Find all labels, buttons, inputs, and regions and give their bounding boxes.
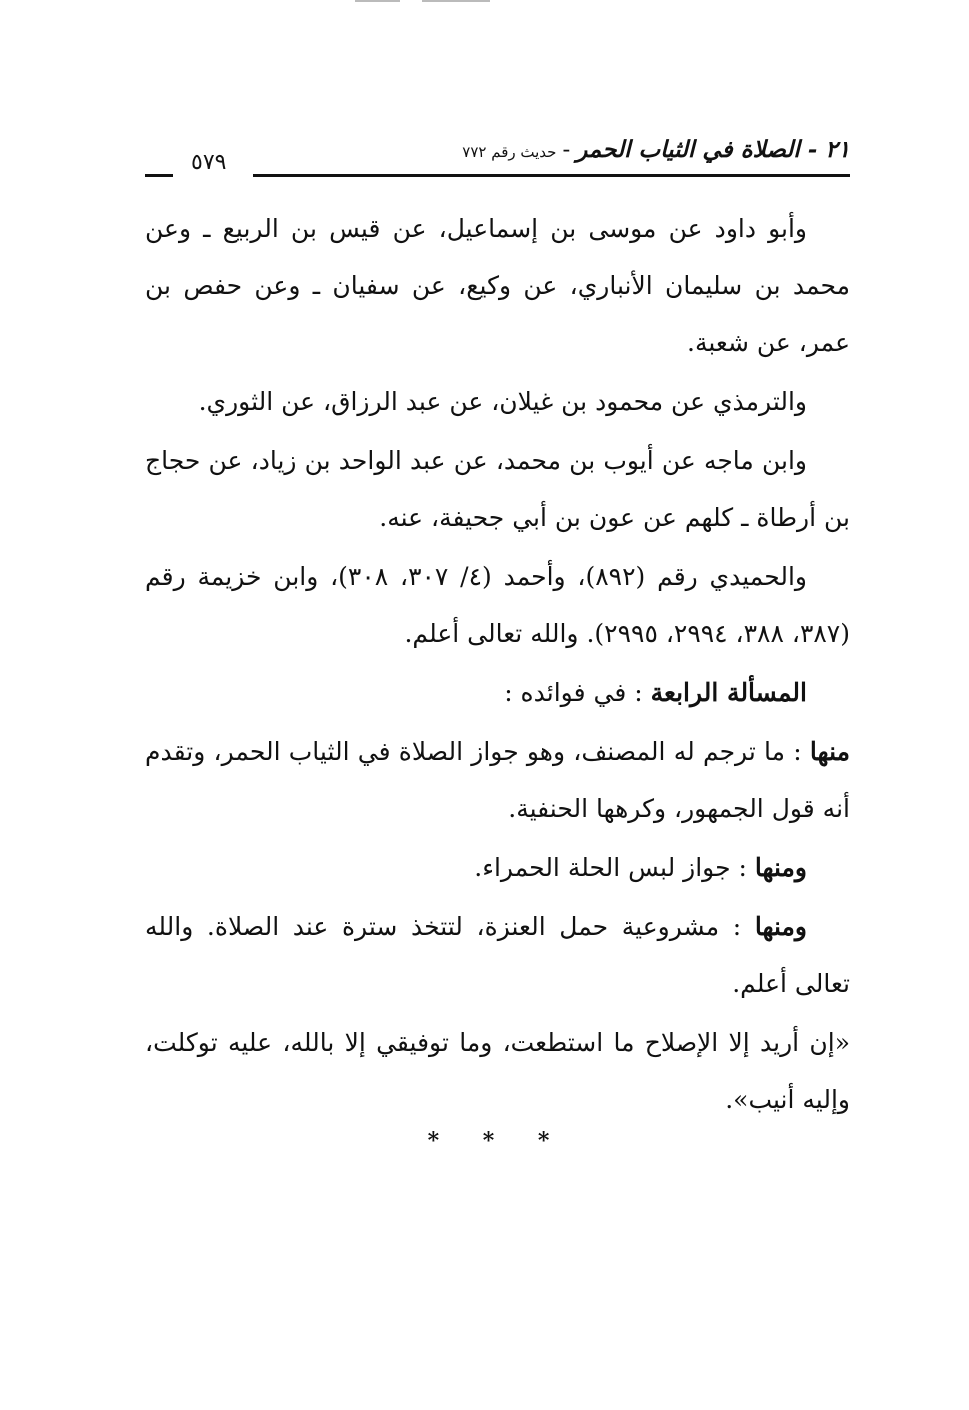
paragraph-humaydi <box>145 548 850 662</box>
paragraph-text: «إن أريد إلا الإصلاح ما استطعت، وما توفيقي إلا بالله، عليه توكلت، وإليه أنيب». <box>145 1028 850 1114</box>
hadith-number: حديث رقم ٧٧٢ <box>462 143 557 161</box>
section-end-stars: * * * <box>427 1128 568 1154</box>
page-body <box>145 200 850 1130</box>
paragraph-abu-dawud <box>145 200 850 371</box>
chapter-title: ٢١ - الصلاة في الثياب الحمر <box>576 136 850 163</box>
benefit-label: ومنها <box>754 912 807 941</box>
header-separator: - <box>562 137 571 163</box>
page-number: ٥٧٩ <box>191 150 227 175</box>
paragraph-text: : ما ترجم له المصنف، وهو جواز الصلاة في الثياب الحمر، وتقدم أنه قول الجمهور، وكرهها الحنفية. <box>145 737 850 823</box>
header-rule <box>253 174 850 177</box>
paragraph-text: والحميدي رقم (٨٩٢)، وأحمد (٤/ ٣٠٧، ٣٠٨)، وابن خزيمة رقم (٣٨٧، ٣٨٨، ٢٩٩٤، ٢٩٩٥). والله تعالى أعلم. <box>145 562 850 648</box>
paragraph-text: والترمذي عن محمود بن غيلان، عن عبد الرزاق، عن الثوري. <box>198 387 807 416</box>
paragraph-benefit-2 <box>145 839 850 896</box>
paragraph-closing-quote <box>145 1014 850 1128</box>
running-header <box>145 130 850 180</box>
paragraph-benefit-3 <box>145 898 850 1012</box>
benefit-label: ومنها <box>754 853 807 882</box>
paragraph-ibn-majah <box>145 432 850 546</box>
paragraph-text: : مشروعية حمل العنزة، لتتخذ سترة عند الصلاة. والله تعالى أعلم. <box>145 912 850 998</box>
scan-mark-left <box>355 0 400 2</box>
paragraph-text: وابن ماجه عن أيوب بن محمد، عن عبد الواحد بن زياد، عن حجاج بن أرطاة ـ كلهم عن عون بن أبي جحيفة، عنه. <box>145 446 850 532</box>
paragraph-tirmidhi <box>145 373 850 430</box>
scan-mark-right <box>422 0 490 2</box>
benefit-label: منها <box>809 737 850 766</box>
section-heading: المسألة الرابعة <box>650 678 807 707</box>
paragraph-benefit-1 <box>145 723 850 837</box>
paragraph-fourth-issue <box>145 664 850 721</box>
paragraph-text: : جواز لبس الحلة الحمراء. <box>474 853 747 882</box>
paragraph-text: : في فوائده : <box>504 678 643 707</box>
paragraph-text: وأبو داود عن موسى بن إسماعيل، عن قيس بن الربيع ـ وعن محمد بن سليمان الأنباري، عن وكيع، عن سفيان ـ وعن حفص بن عمر، عن شعبة. <box>145 214 850 357</box>
page-number-dash <box>145 174 173 177</box>
header-title <box>462 136 850 163</box>
